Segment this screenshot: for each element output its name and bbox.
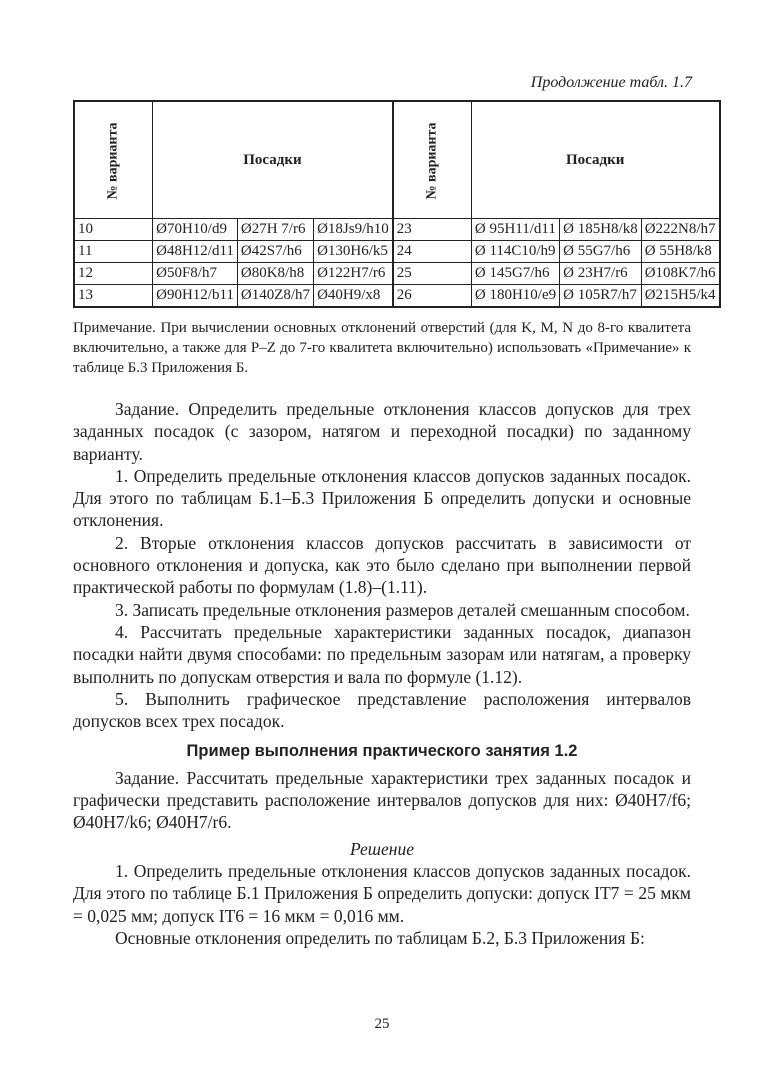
fit-cell: Ø 55H8/k8 bbox=[641, 241, 719, 263]
fits-header: Посадки bbox=[153, 101, 393, 219]
table-header-row bbox=[74, 101, 720, 219]
fit-cell: Ø222N8/h7 bbox=[641, 219, 719, 241]
fit-cell: Ø 180H10/e9 bbox=[471, 285, 559, 308]
paragraph: Задание. Определить предельные отклонения классов допусков для трех заданных посадок (с зазором, натягом и переходной посадки) по заданному варианту. bbox=[73, 399, 691, 464]
fit-cell: Ø130H6/k5 bbox=[314, 241, 393, 263]
fit-cell: Ø140Z8/h7 bbox=[237, 285, 313, 308]
variant-number-cell: 13 bbox=[74, 285, 153, 308]
paragraph: 5. Выполнить графическое представление расположения интервалов допусков всех трех посадок. bbox=[73, 688, 691, 732]
fit-cell: Ø18Js9/h10 bbox=[314, 219, 393, 241]
fit-cell: Ø70H10/d9 bbox=[153, 219, 238, 241]
fit-cell: Ø215H5/k4 bbox=[641, 285, 719, 308]
table-row bbox=[74, 219, 720, 241]
solution-heading: Решение bbox=[349, 838, 414, 859]
variant-number-cell: 12 bbox=[74, 263, 153, 285]
paragraph: 1. Определить предельные отклонения классов допусков заданных посадок. Для этого по таблице Б.1 Приложения Б определить допуски: допуск IT7 = 25 мкм = 0,025 мм; допуск IT6 = 16 мкм = 0,016 мм. bbox=[73, 860, 691, 926]
variant-number-cell: 26 bbox=[393, 285, 472, 308]
example-paragraph: Задание. Рассчитать предельные характеристики трех заданных посадок и графически представить расположение интервалов допусков для них: Ø40H7/f6; Ø40H7/k6; Ø40H7/r6. bbox=[73, 767, 691, 833]
fit-cell: Ø 145G7/h6 bbox=[471, 263, 559, 285]
paragraph: Основные отклонения определить по таблицам Б.2, Б.3 Приложения Б: bbox=[115, 927, 645, 948]
paragraph: 1. Определить предельные отклонения классов допусков заданных посадок. Для этого по таблицам Б.1–Б.3 Приложения Б определить допуски и основные отклонения. bbox=[73, 465, 691, 531]
fit-cell: Ø27H 7/r6 bbox=[237, 219, 313, 241]
paragraph: 2. Вторые отклонения классов допусков рассчитать в зависимости от основного отклонения и допуска, как это было сделано при выполнении первой практической работы по формулам (1.8)–(1.11). bbox=[73, 532, 691, 598]
fit-cell: Ø108K7/h6 bbox=[641, 263, 719, 285]
fit-cell: Ø 95H11/d11 bbox=[471, 219, 559, 241]
variant-header-text: № варианта bbox=[105, 121, 121, 200]
fit-cell: Ø 55G7/h6 bbox=[560, 241, 642, 263]
variant-number-cell: 24 bbox=[393, 241, 472, 263]
variant-header bbox=[74, 101, 153, 219]
variant-number-cell: 25 bbox=[393, 263, 472, 285]
fits-table bbox=[73, 100, 721, 308]
fit-cell: Ø50F8/h7 bbox=[153, 263, 238, 285]
table-note: Примечание. При вычислении основных отклонений отверстий (для K, M, N до 8-го квалитета включительно, а также для P–Z до 7-го квалитета включительно) использовать «Примечание» к таблице Б.3 Приложения Б. bbox=[73, 320, 691, 376]
table-row bbox=[74, 241, 720, 263]
page-number: 25 bbox=[374, 1016, 390, 1032]
fit-cell: Ø40H9/x8 bbox=[314, 285, 393, 308]
variant-number-cell: 23 bbox=[393, 219, 472, 241]
table-continuation-caption: Продолжение табл. 1.7 bbox=[530, 74, 692, 91]
variant-header-text: № варианта bbox=[424, 121, 440, 200]
paragraph: 4. Рассчитать предельные характеристики заданных посадок, диапазон посадки найти двумя способами: по предельным зазорам или натягам, а проверку выполнить по допускам отверстия и вала по формуле (1.12). bbox=[73, 621, 691, 687]
variant-header bbox=[393, 101, 472, 219]
body-text bbox=[73, 398, 691, 949]
fit-cell: Ø 105R7/h7 bbox=[560, 285, 642, 308]
variant-number-cell: 10 bbox=[74, 219, 153, 241]
fits-header: Посадки bbox=[471, 101, 719, 219]
table-row bbox=[74, 263, 720, 285]
fit-cell: Ø48H12/d11 bbox=[153, 241, 238, 263]
fit-cell: Ø 23H7/r6 bbox=[560, 263, 642, 285]
fit-cell: Ø 114C10/h9 bbox=[471, 241, 559, 263]
fit-cell: Ø42S7/h6 bbox=[237, 241, 313, 263]
variant-number-cell: 11 bbox=[74, 241, 153, 263]
example-heading: Пример выполнения практического занятия 1.2 bbox=[186, 742, 578, 761]
fit-cell: Ø90H12/b11 bbox=[153, 285, 238, 308]
fit-cell: Ø122H7/r6 bbox=[314, 263, 393, 285]
table-row bbox=[74, 285, 720, 308]
paragraph: 3. Записать предельные отклонения размеров деталей смешанным способом. bbox=[115, 599, 690, 620]
fit-cell: Ø 185H8/k8 bbox=[560, 219, 642, 241]
fit-cell: Ø80K8/h8 bbox=[237, 263, 313, 285]
